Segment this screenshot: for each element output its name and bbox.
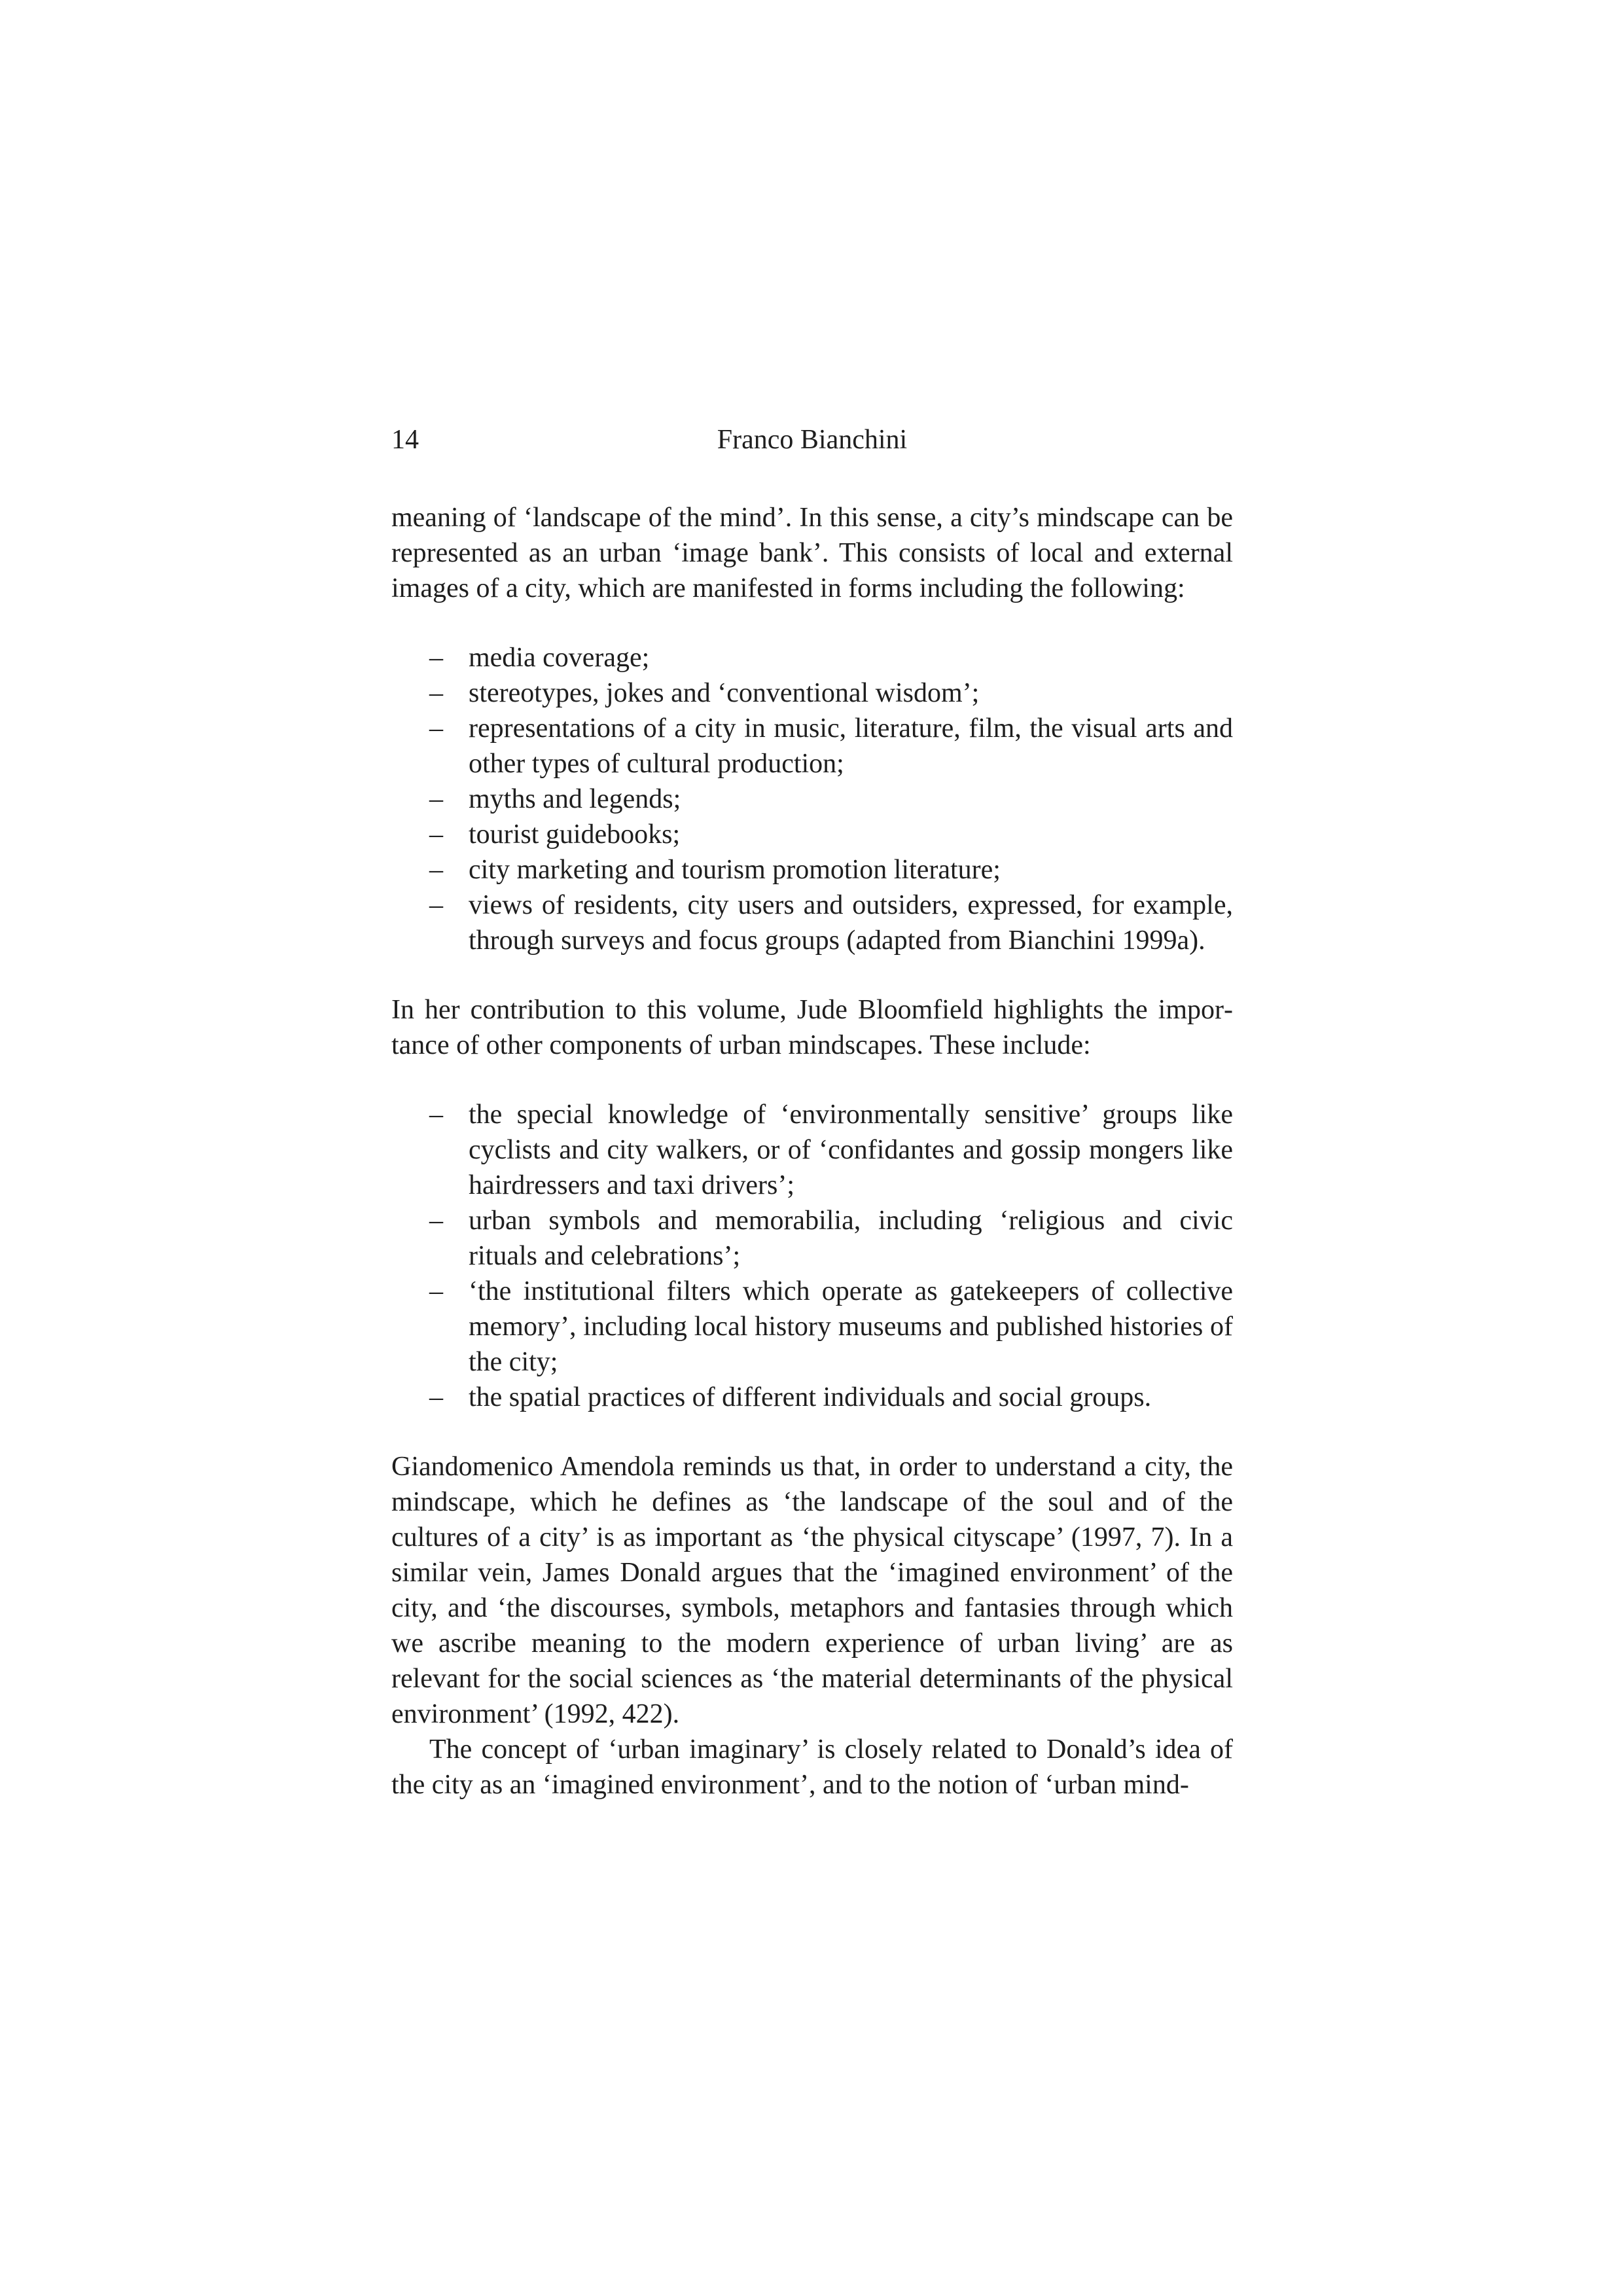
list-item-text: ‘the institutional filters which operate as gatekeepers of collective memory’, including local history museums and published histories of the city; — [469, 1276, 1233, 1377]
list-item-text: views of residents, city users and outsiders, expressed, for example, through surveys and focus groups (adapted from Bianchini 1999a). — [469, 890, 1233, 956]
list-item-text: representations of a city in music, literature, film, the visual arts and other types of cultural production; — [469, 713, 1233, 779]
list-item-text: city marketing and tourism promotion literature; — [469, 855, 1001, 885]
list-item — [391, 675, 1233, 711]
dash-marker: – — [429, 1100, 443, 1130]
paragraph-bloomfield: In her contribution to this volume, Jude Bloomfield highlights the importance of other components of urban mindscapes. These include: — [391, 995, 1233, 1060]
list-item — [391, 781, 1233, 817]
dash-marker: – — [429, 1206, 443, 1236]
list-item — [391, 1274, 1233, 1380]
page-number: 14 — [391, 425, 419, 455]
dash-marker: – — [429, 890, 443, 920]
list-item — [391, 888, 1233, 958]
list-mindscape-components — [391, 1097, 1233, 1415]
paragraph-amendola-donald: Giandomenico Amendola reminds us that, in order to understand a city, the mindscape, which he defines as ‘the landscape of the soul and of the cultures of a city’ is as important as ‘the physical cityscape’ (1997, 7). In a similar vein, James Donald argues that the ‘imagined environment’ of the city, and ‘the discourses, symbols, metaphors and fantasies through which we ascribe meaning to the modern experience of urban living’ are as relevant for the social sciences as ‘the material determinants of the physical environment’ (1992, 422). — [391, 1452, 1233, 1729]
list-item — [391, 1380, 1233, 1415]
running-head — [391, 420, 1233, 459]
list-item-text: myths and legends; — [469, 784, 681, 814]
dash-marker: – — [429, 855, 443, 885]
dash-marker: – — [429, 1382, 443, 1412]
list-item-text: the spatial practices of different individuals and social groups. — [469, 1382, 1152, 1412]
dash-marker: – — [429, 643, 443, 673]
paragraph-urban-imaginary: The concept of ‘urban imaginary’ is closely related to Donald’s idea of the city as an ‘imagined environment’, and to the notion of ‘urban mind- — [391, 1734, 1233, 1800]
list-item — [391, 640, 1233, 675]
paragraph-image-bank: meaning of ‘landscape of the mind’. In this sense, a city’s mindscape can be represented as an urban ‘image bank’. This consists of local and external images of a city, which are manifested in forms including the following: — [391, 503, 1233, 603]
dash-marker: – — [429, 713, 443, 744]
list-item — [391, 1097, 1233, 1203]
list-item — [391, 817, 1233, 852]
dash-marker: – — [429, 784, 443, 814]
text-body — [391, 500, 1233, 1803]
dash-marker: – — [429, 819, 443, 850]
dash-marker: – — [429, 678, 443, 708]
list-item-text: stereotypes, jokes and ‘conventional wisdom’; — [469, 678, 980, 708]
list-item-text: tourist guidebooks; — [469, 819, 681, 850]
list-item-text: the special knowledge of ‘environmentally sensitive’ groups like cyclists and city walkers, or of ‘confidantes and gossip mongers like hairdressers and taxi drivers’; — [469, 1100, 1233, 1200]
list-item — [391, 711, 1233, 781]
list-image-forms — [391, 640, 1233, 958]
running-title: Franco Bianchini — [717, 425, 908, 455]
list-item — [391, 852, 1233, 888]
list-item-text: urban symbols and memorabilia, including ‘religious and civic rituals and celebrations’; — [469, 1206, 1233, 1271]
list-item — [391, 1203, 1233, 1274]
dash-marker: – — [429, 1276, 443, 1306]
list-item-text: media coverage; — [469, 643, 650, 673]
